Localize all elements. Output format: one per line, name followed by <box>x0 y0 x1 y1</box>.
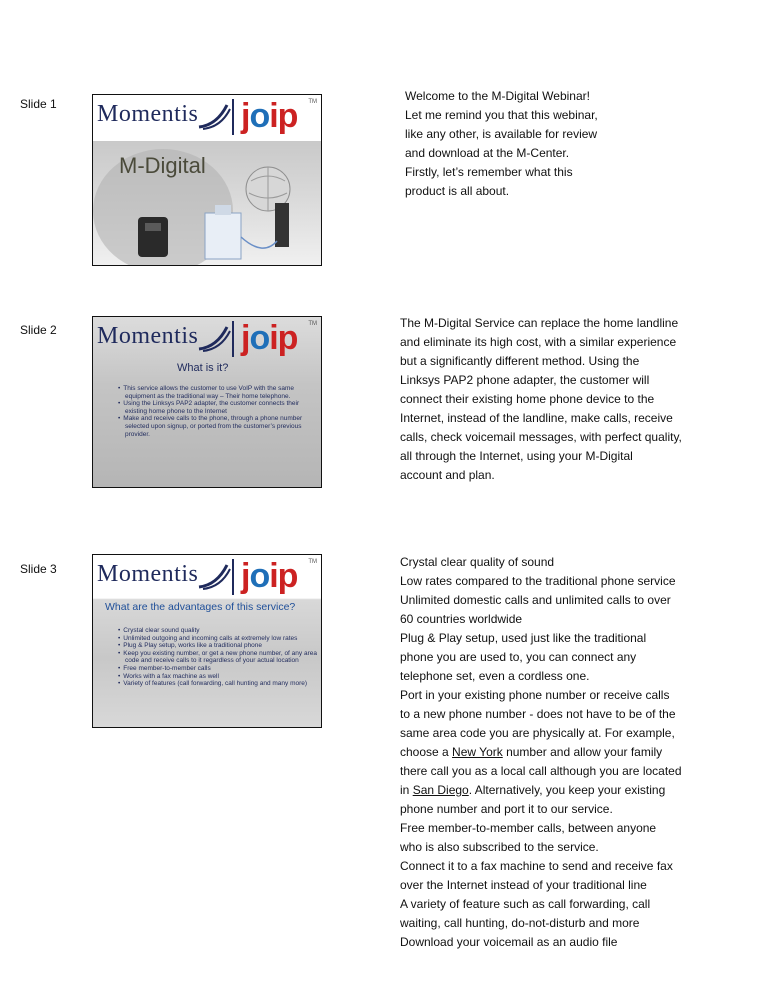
slide-2-label: Slide 2 <box>20 323 57 337</box>
notes-line: phone you are used to, you can connect any <box>400 650 637 664</box>
slide-3-label: Slide 3 <box>20 562 57 576</box>
joip-logo: joip <box>241 557 298 595</box>
slide-2-title: What is it? <box>177 362 229 374</box>
notes-line: The M-Digital Service can replace the home landline <box>400 316 679 330</box>
notes-line: waiting, call hunting, do-not-disturb and more <box>400 916 640 930</box>
notes-line: same area code you are physically at. For example, <box>400 726 675 740</box>
slide-2-thumbnail[interactable] <box>92 316 322 488</box>
notes-line: Port in your existing phone number or receive calls <box>400 688 670 702</box>
slide-3-thumbnail[interactable] <box>92 554 322 728</box>
joip-logo: joip <box>241 97 298 135</box>
bullet-item: • Plug & Play setup, works like a traditional phone <box>125 642 321 650</box>
notes-line: Connect it to a fax machine to send and receive fax <box>400 859 673 873</box>
momentis-logo: Momentis <box>97 323 199 349</box>
notes-line: connect their existing home phone device to the <box>400 392 655 406</box>
momentis-swoosh-icon <box>197 561 231 591</box>
notes-line: all through the Internet, using your M-Digital <box>400 449 633 463</box>
notes-line: Unlimited domestic calls and unlimited calls to over <box>400 593 671 607</box>
slide-3-notes <box>400 553 712 952</box>
notes-line: choose a New York number and allow your family <box>400 745 663 759</box>
notes-line: and eliminate its high cost, with a similar experience <box>400 335 677 349</box>
notes-line: there call you as a local call although you are located <box>400 764 682 778</box>
trademark-mark: TM <box>308 321 317 327</box>
slide-2-bullets <box>117 385 321 438</box>
logo-divider <box>232 99 234 135</box>
notes-line: Internet, instead of the landline, make calls, receive <box>400 411 673 425</box>
notes-line: in San Diego. Alternatively, you keep your existing <box>400 783 666 797</box>
slide-3-title: What are the advantages of this service? <box>105 601 296 613</box>
notes-line: Download your voicemail as an audio file <box>400 935 618 949</box>
slide-1-label: Slide 1 <box>20 97 57 111</box>
new-york-link[interactable]: New York <box>452 745 503 759</box>
bullet-item: • Keep you existing number, or get a new phone number, of any area code and receive calls to it regardless of your actual location <box>125 650 321 665</box>
slide-1-title: M-Digital <box>119 153 206 178</box>
notes-line: calls, check voicemail messages, with perfect quality, <box>400 430 682 444</box>
slide-3-bullets <box>117 627 321 688</box>
momentis-swoosh-icon <box>197 323 231 353</box>
san-diego-link[interactable]: San Diego <box>412 783 469 797</box>
notes-line: Let me remind you that this webinar, <box>405 108 598 122</box>
notes-line: product is all about. <box>405 184 510 198</box>
notes-line: Crystal clear quality of sound <box>400 555 555 569</box>
momentis-logo: Momentis <box>97 561 199 587</box>
notes-line: A variety of feature such as call forwarding, call <box>400 897 651 911</box>
bullet-item: • Crystal clear sound quality <box>125 627 321 635</box>
bullet-item: • Using the Linksys PAP2 adapter, the customer connects their existing home phone to the Internet <box>125 400 321 415</box>
notes-line: and download at the M-Center. <box>405 146 570 160</box>
notes-line: Firstly, let’s remember what this <box>405 165 573 179</box>
trademark-mark: TM <box>308 559 317 565</box>
notes-line: like any other, is available for review <box>405 127 598 141</box>
notes-line: who is also subscribed to the service. <box>400 840 599 854</box>
bullet-item: • This service allows the customer to use VoIP with the same equipment as the traditional way – Their home telephone. <box>125 385 321 400</box>
notes-line: Low rates compared to the traditional phone service <box>400 574 676 588</box>
momentis-swoosh-icon <box>197 101 231 131</box>
bullet-item: • Variety of features (call forwarding, call hunting and many more) <box>125 680 321 688</box>
notes-line: to a new phone number - does not have to be of the <box>400 707 676 721</box>
brand-bar <box>93 317 321 363</box>
notes-line: account and plan. <box>400 468 495 482</box>
notes-line: Welcome to the M-Digital Webinar! <box>405 89 590 103</box>
slide-1-thumbnail[interactable] <box>92 94 322 266</box>
bullet-item: • Unlimited outgoing and incoming calls at extremely low rates <box>125 635 321 643</box>
notes-line: Plug & Play setup, used just like the traditional <box>400 631 647 645</box>
slide-2-notes <box>400 314 712 485</box>
bullet-item: • Make and receive calls to the phone, through a phone number selected upon signup, or ported from the customer’s previous provider. <box>125 415 321 438</box>
slide-1-notes <box>405 87 717 201</box>
logo-divider <box>232 559 234 595</box>
momentis-logo: Momentis <box>97 101 199 127</box>
notes-line: telephone set, even a cordless one. <box>400 669 590 683</box>
logo-divider <box>232 321 234 357</box>
brand-bar <box>93 95 321 141</box>
bullet-item: • Free member-to-member calls <box>125 665 321 673</box>
notes-line: but a significantly different method. Using the <box>400 354 640 368</box>
joip-logo: joip <box>241 319 298 357</box>
brand-bar <box>93 555 321 601</box>
trademark-mark: TM <box>308 99 317 105</box>
notes-line: Linksys PAP2 phone adapter, the customer will <box>400 373 650 387</box>
bullet-item: • Works with a fax machine as well <box>125 673 321 681</box>
notes-line: Free member-to-member calls, between anyone <box>400 821 657 835</box>
notes-line: over the Internet instead of your traditional line <box>400 878 647 892</box>
notes-line: phone number and port it to our service. <box>400 802 613 816</box>
notes-line: 60 countries worldwide <box>400 612 523 626</box>
